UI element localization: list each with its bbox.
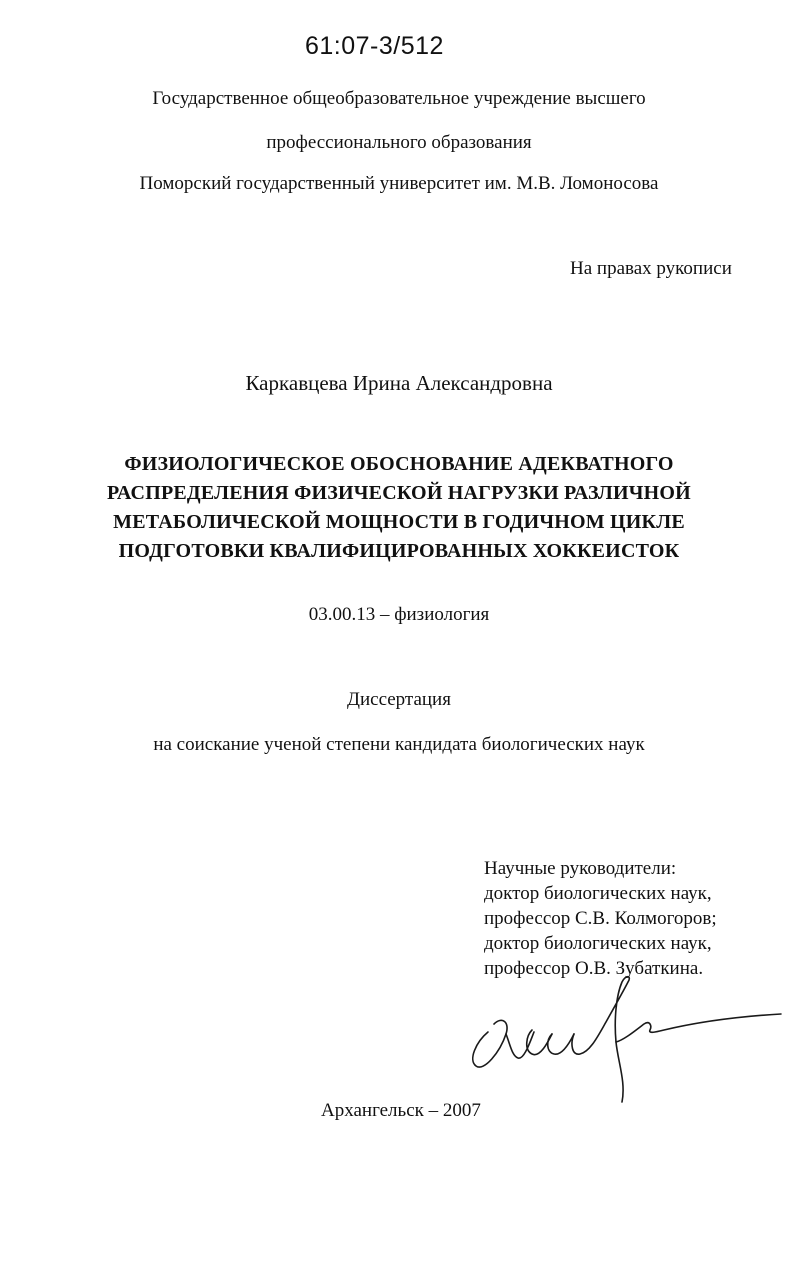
author-name: Каркавцева Ирина Александровна xyxy=(245,371,553,395)
institution-line-2: профессионального образования xyxy=(266,132,532,153)
advisor-line: доктор биологических наук, xyxy=(484,883,712,904)
place-year: Архангельск – 2007 xyxy=(321,1100,481,1121)
document-type: Диссертация xyxy=(347,689,451,710)
degree-line: на соискание ученой степени кандидата биологических наук xyxy=(153,734,645,755)
registration-code: 61:07-3/512 xyxy=(305,32,444,60)
dissertation-title xyxy=(0,450,798,566)
institution-line-3: Поморский государственный университет им. М.В. Ломоносова xyxy=(139,173,659,194)
title-line: ФИЗИОЛОГИЧЕСКОЕ ОБОСНОВАНИЕ АДЕКВАТНОГО xyxy=(124,453,674,475)
institution-line-1: Государственное общеобразовательное учреждение высшего xyxy=(152,88,646,109)
advisor-line: профессор О.В. Зубаткина. xyxy=(484,958,704,979)
title-line: РАСПРЕДЕЛЕНИЯ ФИЗИЧЕСКОЙ НАГРУЗКИ РАЗЛИЧНОЙ xyxy=(107,482,691,504)
advisors-heading: Научные руководители: xyxy=(484,858,677,879)
advisors-block xyxy=(484,856,717,981)
handwritten-signature xyxy=(466,972,786,1112)
advisor-line: доктор биологических наук, xyxy=(484,933,712,954)
title-line: МЕТАБОЛИЧЕСКОЙ МОЩНОСТИ В ГОДИЧНОМ ЦИКЛЕ xyxy=(113,511,685,533)
manuscript-note: На правах рукописи xyxy=(570,258,732,279)
advisor-line: профессор С.В. Колмогоров; xyxy=(484,908,717,929)
specialty-code: 03.00.13 – физиология xyxy=(308,604,490,625)
title-line: ПОДГОТОВКИ КВАЛИФИЦИРОВАННЫХ ХОККЕИСТОК xyxy=(118,540,680,562)
